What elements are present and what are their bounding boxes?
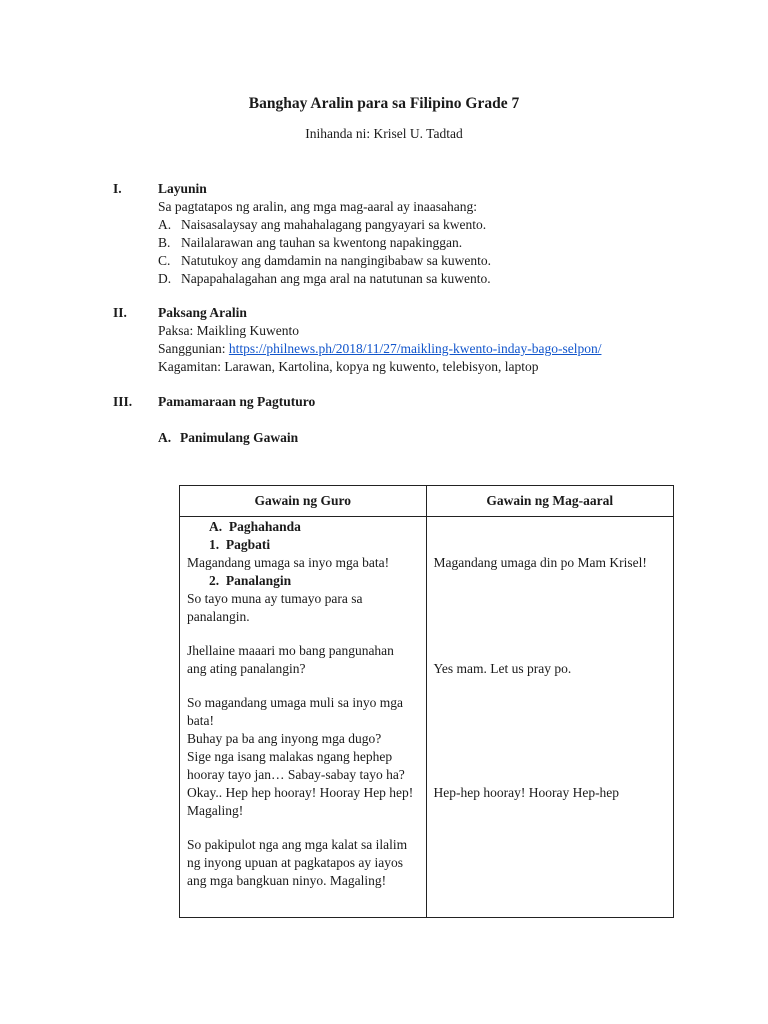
page-title: Banghay Aralin para sa Filipino Grade 7 (248, 95, 520, 112)
heading-number: 2. (209, 573, 220, 588)
magaaral-response: Hep-hep hooray! Hooray Hep-hep (433, 785, 620, 800)
sanggunian-label: Sanggunian: (158, 341, 229, 356)
objectives-intro: Sa pagtatapos ng aralin, ang mga mag-aaral ay inaasahang: (158, 199, 477, 214)
objective-text: Nailalarawan ang tauhan sa kwentong napakinggan. (181, 235, 463, 250)
sanggunian-line (158, 341, 601, 357)
section-number-3: III. (113, 394, 133, 409)
section-number-2: II. (113, 305, 127, 320)
guro-cell (180, 517, 427, 918)
heading-text: Pagbati (225, 537, 271, 552)
objective-text: Naisasalaysay ang mahahalagang pangyayari sa kwento. (181, 217, 487, 232)
section-number-1: I. (113, 181, 122, 196)
guro-line: hooray tayo jan… Sabay-sabay tayo ha? (187, 767, 405, 782)
section-title-pamamaraan: Pamamaraan ng Pagtuturo (158, 394, 316, 409)
guro-line: Magaling! (187, 803, 244, 818)
objective-letter: C. (158, 253, 171, 268)
paksa-line: Paksa: Maikling Kuwento (158, 323, 299, 338)
header-gawain-ng-magaaral: Gawain ng Mag-aaral (426, 486, 674, 517)
author-line: Inihanda ni: Krisel U. Tadtad (305, 126, 463, 141)
objective-text: Napapahalagahan ang mga aral na natutunan sa kuwento. (181, 271, 491, 286)
guro-line: So tayo muna ay tumayo para sa (187, 591, 363, 606)
heading-paghahanda (209, 518, 301, 536)
guro-line: So magandang umaga muli sa inyo mga (187, 695, 403, 710)
guro-line: Jhellaine maaari mo bang pangunahan (187, 643, 394, 658)
section-title-paksang-aralin: Paksang Aralin (158, 305, 247, 320)
heading-pagbati (209, 536, 270, 554)
magaaral-response: Yes mam. Let us pray po. (433, 661, 572, 676)
guro-line: ng inyong upuan at pagkatapos ay iayos (187, 855, 403, 870)
table-header-row (180, 486, 674, 517)
guro-line: ang ating panalangin? (187, 661, 306, 676)
subsection-letter: A. (158, 430, 172, 445)
guro-line: So pakipulot nga ang mga kalat sa ilalim (187, 837, 408, 852)
heading-text: Paghahanda (228, 519, 301, 534)
subsection-title: Panimulang Gawain (180, 430, 299, 445)
heading-number: 1. (209, 537, 220, 552)
section-title-layunin: Layunin (158, 181, 207, 196)
objective-text: Natutukoy ang damdamin na nangingibabaw sa kuwento. (181, 253, 492, 268)
table-row (180, 517, 674, 918)
heading-panalangin (209, 572, 291, 590)
heading-letter: A. (209, 519, 223, 534)
objective-letter: A. (158, 217, 172, 232)
guro-line: Magandang umaga sa inyo mga bata! (187, 555, 390, 570)
guro-line: Okay.. Hep hep hooray! Hooray Hep hep! (187, 785, 414, 800)
guro-line: Sige nga isang malakas ngang hephep (187, 749, 393, 764)
header-gawain-ng-guro: Gawain ng Guro (180, 486, 427, 517)
guro-line: Buhay pa ba ang inyong mga dugo? (187, 731, 382, 746)
sanggunian-link[interactable]: https://philnews.ph/2018/11/27/maikling-kwento-inday-bago-selpon/ (228, 341, 602, 356)
guro-line: bata! (187, 713, 214, 728)
heading-text: Panalangin (225, 573, 292, 588)
objective-letter: B. (158, 235, 171, 250)
activity-table (179, 485, 674, 918)
guro-line: ang mga bangkuan ninyo. Magaling! (187, 873, 387, 888)
subsection-heading (158, 430, 298, 446)
objective-letter: D. (158, 271, 172, 286)
magaaral-cell (426, 517, 674, 918)
magaaral-response: Magandang umaga din po Mam Krisel! (433, 555, 647, 570)
kagamitan-line: Kagamitan: Larawan, Kartolina, kopya ng kuwento, telebisyon, laptop (158, 359, 539, 374)
guro-line: panalangin. (187, 609, 250, 624)
